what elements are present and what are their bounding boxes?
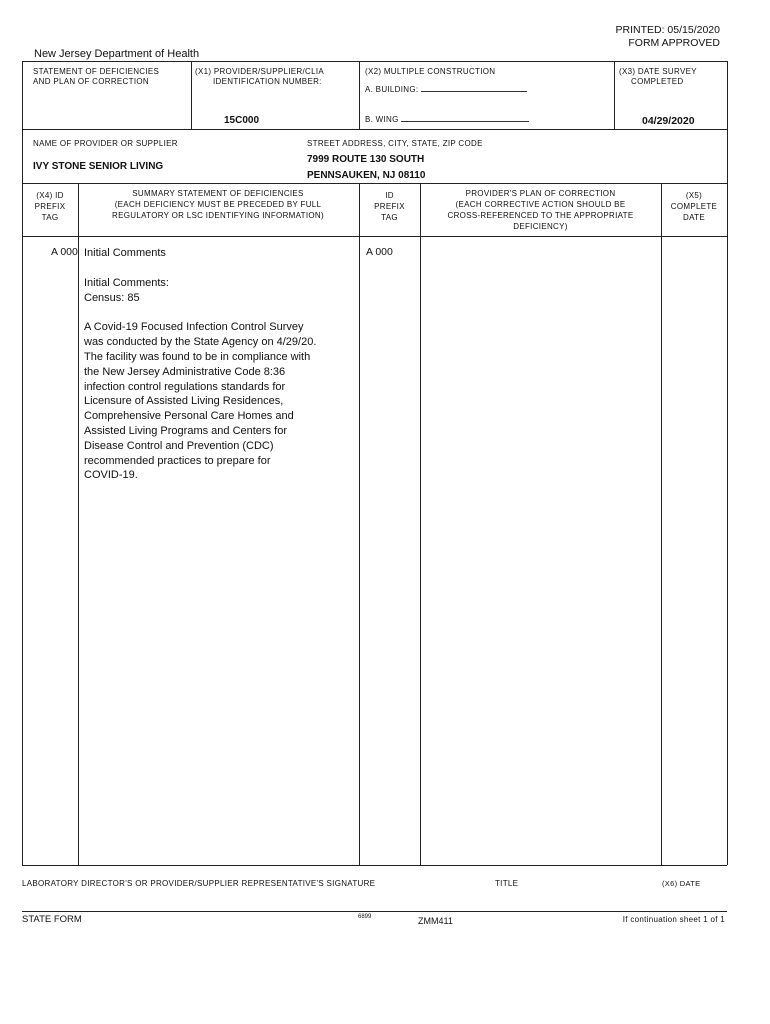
title-label: TITLE: [495, 879, 519, 888]
x5-header-1: (X5): [685, 191, 703, 200]
statement-label-1: STATEMENT OF DEFICIENCIES: [33, 67, 160, 76]
divider: [22, 236, 727, 237]
divider: [661, 183, 662, 865]
plan-header-1: PROVIDER'S PLAN OF CORRECTION: [465, 189, 616, 198]
plan-header-4: DEFICIENCY): [513, 222, 568, 231]
wing-blank: [401, 112, 529, 122]
x5-header-2: COMPLETE: [670, 202, 718, 211]
summary-header-2: (EACH DEFICIENCY MUST BE PRECEDED BY FULL: [114, 200, 322, 209]
address-line-2: PENNSAUKEN, NJ 08110: [307, 170, 426, 181]
divider: [22, 129, 727, 130]
building-field: [365, 82, 527, 95]
x6-date-label: (X6) DATE: [662, 879, 701, 888]
address-label: STREET ADDRESS, CITY, STATE, ZIP CODE: [307, 139, 483, 148]
form-code: ZMM411: [418, 916, 453, 926]
summary-header-1: SUMMARY STATEMENT OF DEFICIENCIES: [132, 189, 304, 198]
divider: [359, 61, 360, 129]
entry-blank-line: [84, 306, 354, 321]
entry-line: recommended practices to prepare for: [84, 454, 271, 467]
signature-label: LABORATORY DIRECTOR'S OR PROVIDER/SUPPLIER REPRESENTATIVE'S SIGNATURE: [22, 879, 376, 888]
plan-header-2: (EACH CORRECTIVE ACTION SHOULD BE: [455, 200, 626, 209]
id-header-2: PREFIX: [374, 202, 405, 211]
statement-label-2: AND PLAN OF CORRECTION: [33, 77, 149, 86]
entry-line: Assisted Living Programs and Centers for: [84, 424, 287, 437]
x2-label: (X2) MULTIPLE CONSTRUCTION: [365, 67, 496, 76]
provider-name-label: NAME OF PROVIDER OR SUPPLIER: [33, 139, 178, 148]
building-label: A. BUILDING:: [365, 85, 419, 94]
id-header-1: ID: [385, 191, 394, 200]
right-border: [727, 61, 728, 865]
entry-line: A Covid-19 Focused Infection Control Survey: [84, 321, 304, 334]
agency-name: New Jersey Department of Health: [34, 48, 200, 60]
entry-line: Licensure of Assisted Living Residences,: [84, 395, 284, 408]
entry-line: was conducted by the State Agency on 4/29/20.: [84, 336, 317, 349]
id-header-3: TAG: [381, 213, 398, 222]
x1-label-1: (X1) PROVIDER/SUPPLIER/CLIA: [195, 67, 325, 76]
wing-field: [365, 112, 529, 125]
building-blank: [421, 82, 527, 92]
address-line-1: 7999 ROUTE 130 SOUTH: [307, 154, 425, 165]
divider: [191, 61, 192, 129]
x4-header-1: (X4) ID: [36, 191, 64, 200]
entry-line: Comprehensive Personal Care Homes and: [84, 410, 294, 423]
x4-header-3: TAG: [41, 213, 59, 222]
printed-date: PRINTED: 05/15/2020: [615, 24, 720, 36]
continuation-sheet: If continuation sheet 1 of 1: [622, 915, 725, 924]
entry-line: infection control regulations standards for: [84, 380, 286, 393]
survey-completed-date: 04/29/2020: [642, 115, 695, 127]
bottom-border: [22, 865, 727, 866]
x1-label-2: IDENTIFICATION NUMBER:: [213, 77, 322, 86]
entry-heading: Initial Comments: [84, 247, 166, 259]
tag-left: A 000: [51, 246, 78, 258]
top-border: [22, 61, 727, 62]
entry-line: Census: 85: [84, 291, 140, 304]
entry-line: Initial Comments:: [84, 277, 169, 289]
wing-label: B. WING: [365, 115, 399, 124]
x4-header-2: PREFIX: [34, 202, 66, 211]
entry-body: [84, 276, 354, 483]
x5-header-3: DATE: [683, 213, 705, 222]
form-approved: FORM APPROVED: [628, 37, 720, 49]
summary-header-3: REGULATORY OR LSC IDENTIFYING INFORMATION): [112, 211, 324, 220]
x3-label-1: (X3) DATE SURVEY: [619, 67, 697, 76]
divider: [359, 183, 360, 865]
divider: [614, 61, 615, 129]
entry-line: the New Jersey Administrative Code 8:36: [84, 365, 286, 378]
left-border: [22, 61, 23, 865]
plan-header-3: CROSS-REFERENCED TO THE APPROPRIATE: [447, 211, 634, 220]
provider-id-number: 15C000: [224, 115, 260, 126]
divider: [22, 183, 727, 184]
divider: [420, 183, 421, 865]
signature-line: [22, 911, 727, 912]
state-form-label: STATE FORM: [22, 914, 82, 925]
entry-line: Disease Control and Prevention (CDC): [84, 439, 274, 452]
provider-name: IVY STONE SENIOR LIVING: [33, 161, 164, 172]
entry-line: The facility was found to be in compliance with: [84, 350, 311, 363]
entry-line: COVID-19.: [84, 469, 138, 482]
divider: [78, 183, 79, 865]
x3-label-2: COMPLETED: [631, 77, 684, 86]
form-number: 6899: [358, 914, 372, 920]
tag-right: A 000: [366, 246, 393, 258]
